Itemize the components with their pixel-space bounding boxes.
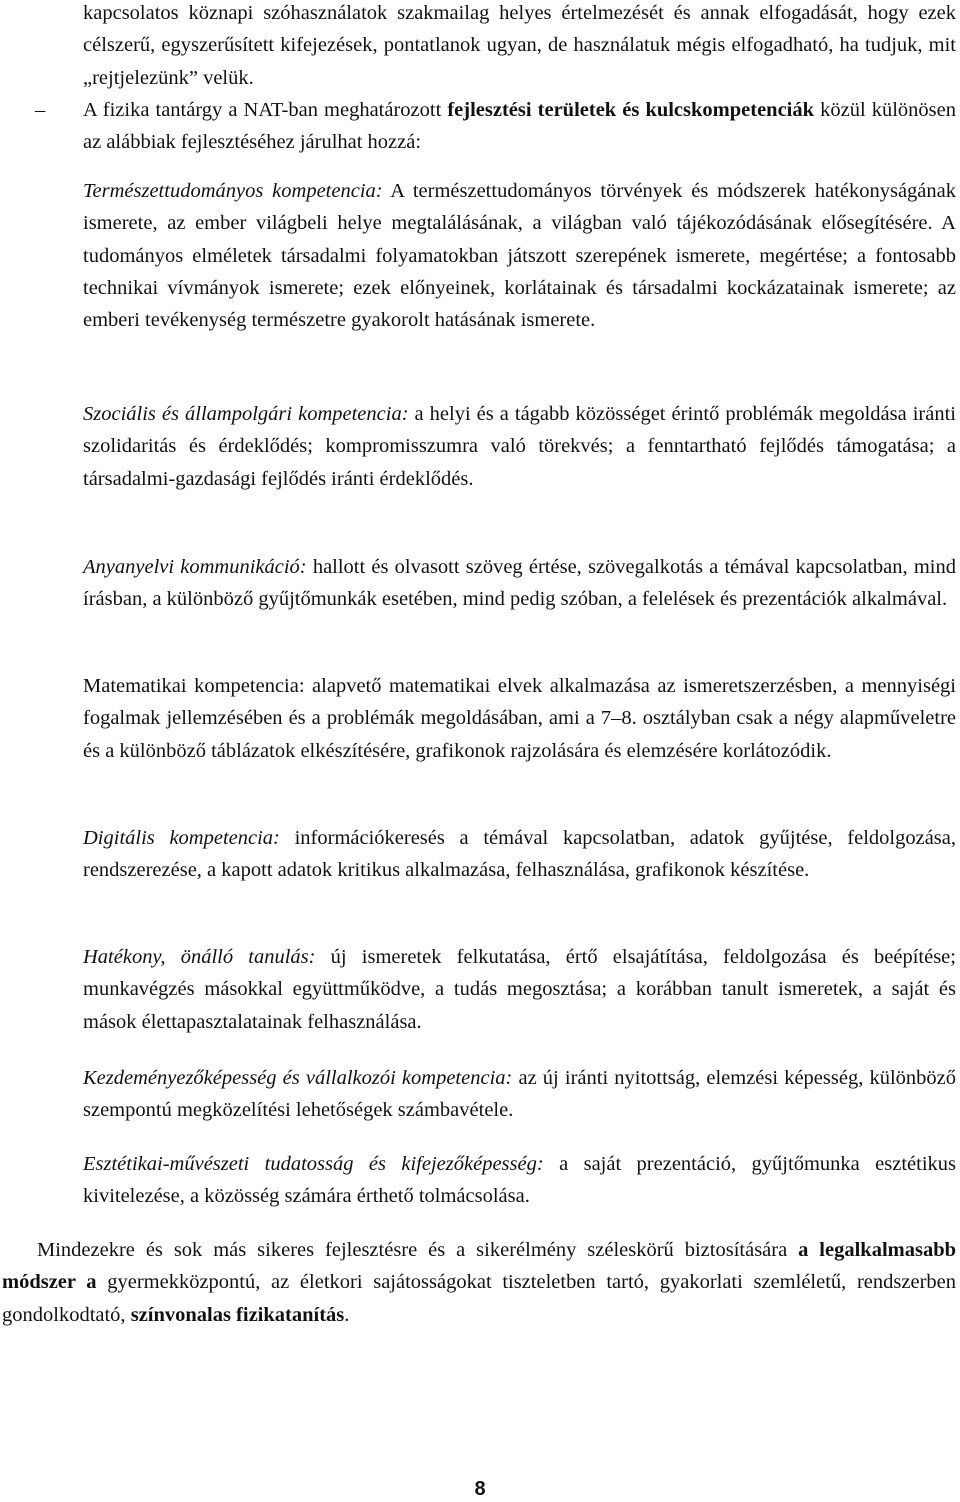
dash-bullet: – [35,99,46,121]
competency-text [83,175,956,336]
competency-body: alapvető matematikai elvek alkalmazása az ismeretszerzésben, a mennyiségi fogalmak jellemzésében és a problémák megoldásában, ami a 7–8. osztályban csak a négy alapműveletre és a különböző táblázatok elkészítésére, grafikonok rajzolására és elemzésére korlátozódik. [83,675,957,762]
competency-paragraph [83,398,956,495]
competency-text [83,551,956,616]
competency-lead: Esztétikai-művészeti tudatosság és kifejezőképesség: [83,1153,544,1175]
closing-bold2: színvonalas fizikatanítás [130,1303,345,1326]
competency-text [83,398,956,495]
dash-item-part2: közül különösen az alábbiak fejlesztéséhez járulhat hozzá: [83,99,956,154]
competency-lead: Anyanyelvi kommunikáció: [83,556,307,578]
competency-text [83,670,956,767]
closing-bold1: a legalkalmasabb módszer a [2,1239,956,1294]
competency-lead: Kezdeményezőképesség és vállalkozói kompetencia: [83,1067,513,1089]
competency-lead: Természettudományos kompetencia: [83,180,383,202]
competency-lead: Matematikai kompetencia: [83,675,305,697]
competency-paragraph [83,175,956,336]
competency-text [83,1148,956,1212]
competency-body: az új iránti nyitottság, elemzési képesség, különböző szempontú megközelítési lehetőségek számbavétele. [83,1067,956,1121]
competency-text [83,822,956,887]
competency-paragraph [83,670,956,767]
closing-part1: Mindezekre és sok más sikeres fejlesztésre és a sikerélmény széleskörű biztosítására [37,1239,799,1261]
dash-list-item [35,94,956,159]
competency-paragraph [83,551,956,616]
competency-text [83,941,956,1038]
competency-body: A természettudományos törvények és módszerek hatékonyságának ismerete, az ember világbeli helye megtalálásának, a világban való tájékozódásának elősegítésére. A tudományos elméletek társadalmi folyamatokban játszott szerepének ismerete, megértése; a fontosabb technikai vívmányok ismerete; ezek előnyeinek, korlátainak és társadalmi kockázatainak ismerete; az emberi tevékenység természetre gyakorolt hatásának ismerete. [83,180,956,332]
dash-item-bold: fejlesztési területek és kulcskompetenciák [447,99,815,121]
competency-lead: Digitális kompetencia: [83,827,280,849]
competency-body: információkeresés a témával kapcsolatban, adatok gyűjtése, feldolgozása, rendszerezése, a kapott adatok kritikus alkalmazása, felhasználása, grafikonok készítése. [83,827,956,882]
competency-paragraph [83,1148,956,1212]
competency-paragraph [83,941,956,1038]
page-number: 8 [474,1478,486,1500]
competency-text [83,1062,956,1126]
closing-part3: . [344,1303,350,1326]
closing-paragraph [2,1234,956,1331]
competency-body: a helyi és a tágabb közösséget érintő problémák megoldása iránti szolidaritás és érdeklődés; kompromisszumra való törekvés; a fenntartható fejlődés támogatása; a társadalmi-gazdasági fejlődés iránti érdeklődés. [83,403,956,490]
competency-body: hallott és olvasott szöveg értése, szövegalkotás a témával kapcsolatban, mind írásban, a különböző gyűjtőmunkák esetében, mind pedig szóban, a felelések és prezentációk alkalmával. [83,556,956,611]
competency-body: a saját prezentáció, gyűjtőmunka esztétikus kivitelezése, a közösség számára érthető tolmácsolása. [83,1153,956,1207]
intro-paragraph [83,0,956,94]
dash-item-part1: A fizika tantárgy a NAT-ban meghatározott [83,99,448,121]
competency-body: új ismeretek felkutatása, értő elsajátítása, feldolgozása és beépítése; munkavégzés másokkal együttműködve, a tudás megosztása; a korábban tanult ismeretek, a saját és mások élettapasztalatainak felhasználása. [83,946,956,1033]
competency-lead: Hatékony, önálló tanulás: [83,946,316,968]
competency-paragraph [83,822,956,887]
dash-item-text [35,94,956,159]
competency-lead: Szociális és állampolgári kompetencia: [83,403,409,425]
competency-paragraph [83,1062,956,1126]
intro-text: kapcsolatos köznapi szóhasználatok szakmailag helyes értelmezését és annak elfogadását, hogy ezek célszerű, egyszerűsített kifejezések, pontatlanok ugyan, de használatuk mégis elfogadható, ha tudjuk, mit „rejtjelezünk” velük. [83,2,956,89]
closing-text [2,1234,956,1331]
closing-part2: gyermekközpontú, az életkori sajátosságokat tiszteletben tartó, gyakorlati szemléletű, rendszerben gondolkodtató, [2,1271,956,1326]
